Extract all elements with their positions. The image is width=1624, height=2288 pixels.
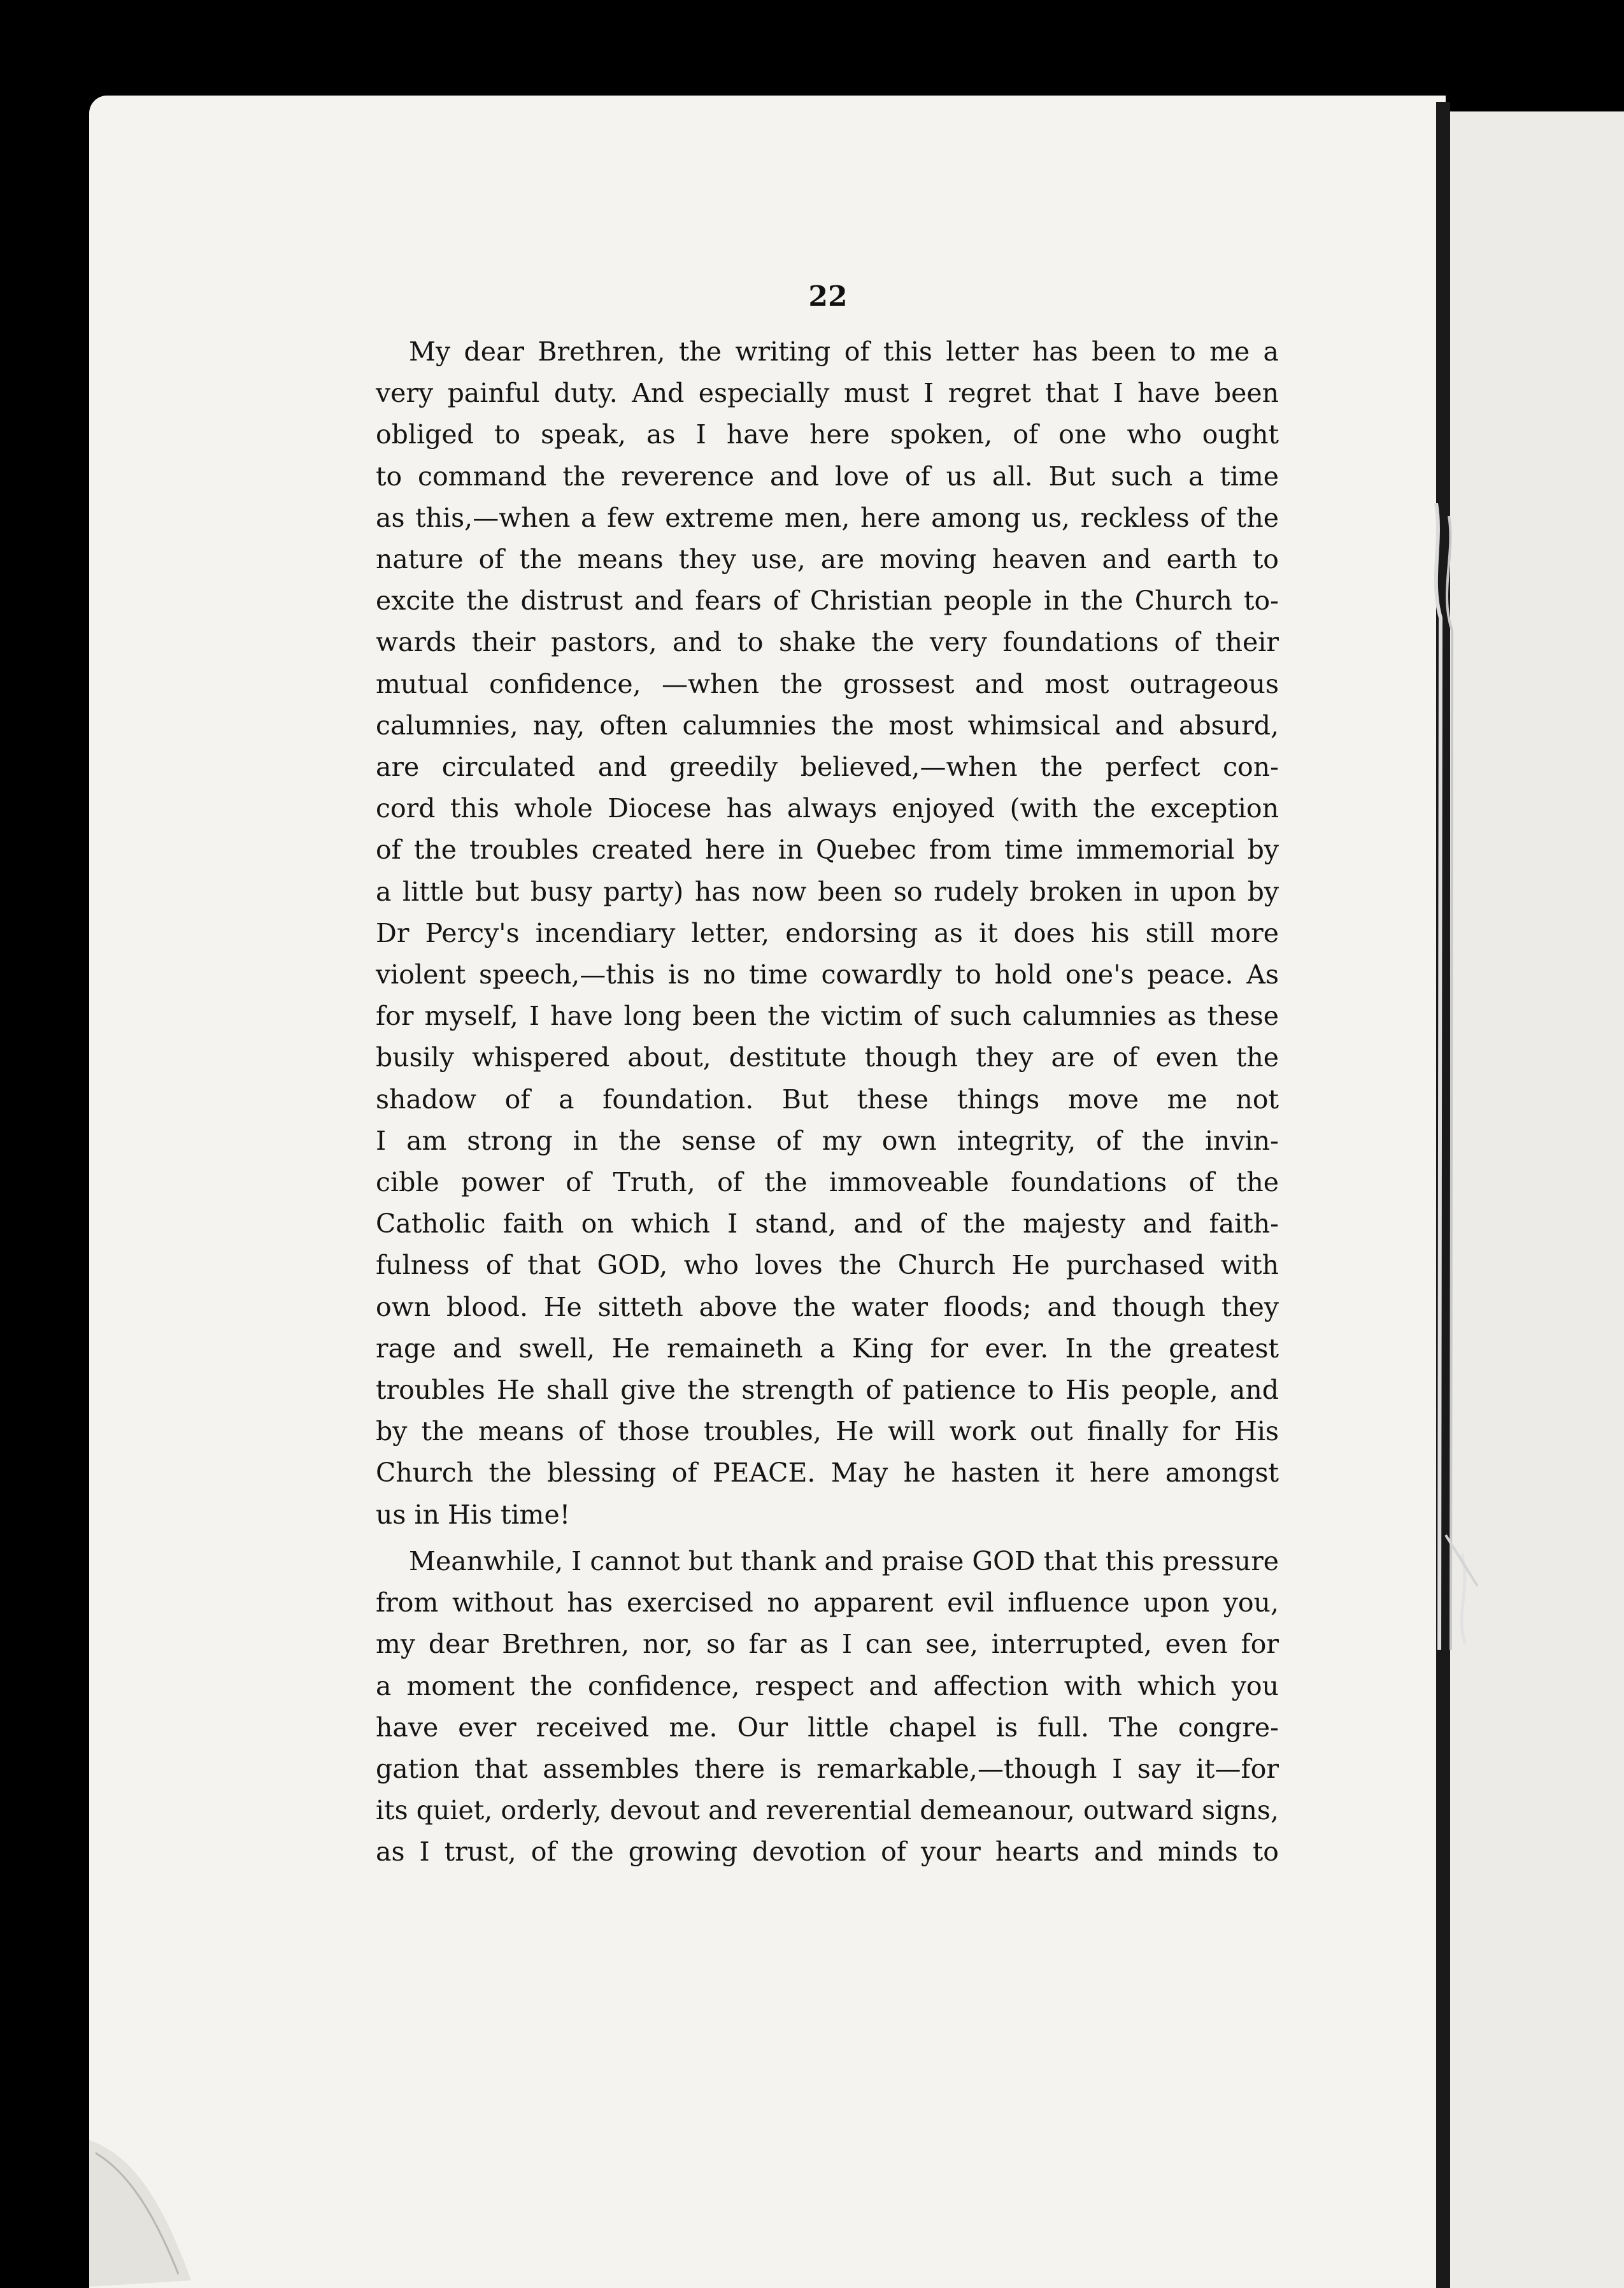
text-line: from without has exercised no apparent evil influence upon you, (376, 1587, 1279, 1619)
text-line: are circulated and greedily believed,—when the perfect con- (376, 752, 1279, 783)
text-line: rage and swell, He remaineth a King for ever. In the greatest (376, 1333, 1279, 1364)
text-line: by the means of those troubles, He will work out finally for His (376, 1416, 1279, 1447)
text-line: my dear Brethren, nor, so far as I can see, interrupted, even for (376, 1629, 1279, 1660)
text-line: nature of the means they use, are moving heaven and earth to (376, 544, 1279, 575)
text-line: troubles He shall give the strength of patience to His people, and (376, 1375, 1279, 1406)
text-line: wards their pastors, and to shake the very foundations of their (376, 627, 1279, 658)
text-line: fulness of that GOD, who loves the Church He purchased with (376, 1250, 1279, 1281)
text-line: Church the blessing of PEACE. May he hasten it here amongst (376, 1457, 1279, 1489)
text-line: Catholic faith on which I stand, and of the majesty and faith- (376, 1208, 1279, 1240)
paragraph-2 (376, 1541, 1279, 1873)
paragraph-1 (376, 331, 1279, 1536)
text-line: calumnies, nay, often calumnies the most whimsical and absurd, (376, 710, 1279, 741)
text-line: us in His time! (376, 1499, 571, 1530)
text-line: a little but busy party) has now been so rudely broken in upon by (376, 876, 1279, 907)
text-line: obliged to speak, as I have here spoken, of one who ought (376, 419, 1279, 450)
text-line: I am strong in the sense of my own integrity, of the invin- (376, 1125, 1279, 1156)
text-line: cord this whole Diocese has always enjoyed (with the exception (376, 793, 1279, 824)
text-line: as this,—when a few extreme men, here among us, reckless of the (376, 502, 1279, 533)
binding-thread (1427, 503, 1490, 1650)
text-line: as I trust, of the growing devotion of your hearts and minds to (376, 1836, 1279, 1868)
text-line: have ever received me. Our little chapel is full. The congre- (376, 1712, 1279, 1743)
text-line: cible power of Truth, of the immoveable foundations of the (376, 1167, 1279, 1198)
text-line: to command the reverence and love of us all. But such a time (376, 461, 1279, 492)
text-line: own blood. He sitteth above the water floods; and though they (376, 1291, 1279, 1322)
text-line: for myself, I have long been the victim of such calumnies as these (376, 1001, 1279, 1032)
text-line: busily whispered about, destitute though they are of even the (376, 1042, 1279, 1073)
text-line: violent speech,—this is no time cowardly to hold one's peace. As (376, 959, 1279, 990)
text-line: My dear Brethren, the writing of this letter has been to me a (409, 336, 1279, 367)
text-line: gation that assembles there is remarkable,—though I say it—for (376, 1753, 1279, 1784)
text-line: shadow of a foundation. But these things move me not (376, 1083, 1279, 1115)
page-number: 22 (808, 280, 848, 313)
text-line: mutual confidence, —when the grossest and most outrageous (376, 668, 1279, 699)
letter-body (376, 331, 1279, 1873)
text-line: its quiet, orderly, devout and reverential demeanour, outward signs, (376, 1795, 1279, 1826)
text-line: excite the distrust and fears of Christian people in the Church to- (376, 585, 1279, 617)
text-line: of the troubles created here in Quebec from time immemorial by (376, 834, 1279, 866)
text-line: very painful duty. And especially must I regret that I have been (376, 378, 1279, 409)
text-line: Dr Percy's incendiary letter, endorsing as it does his still more (376, 917, 1279, 948)
text-line: a moment the confidence, respect and affection with which you (376, 1670, 1279, 1701)
page-corner-wear (89, 2115, 197, 2287)
text-line: Meanwhile, I cannot but thank and praise GOD that this pressure (409, 1545, 1279, 1577)
